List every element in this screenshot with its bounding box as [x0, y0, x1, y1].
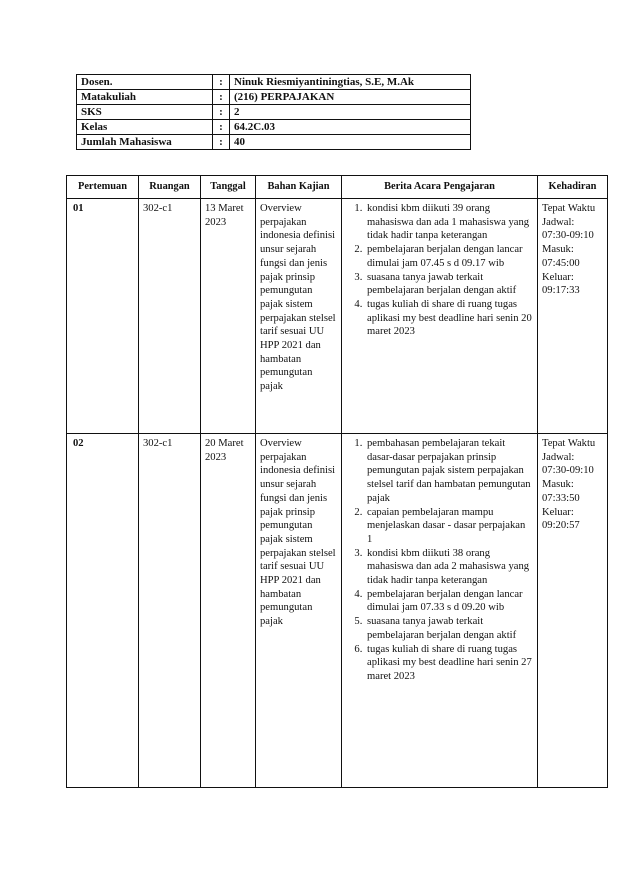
info-label: Dosen.	[77, 75, 213, 90]
list-item: 2. capaian pembelajaran mampu menjelaskan dasar - dasar perpajakan 1	[365, 506, 533, 547]
berita-list	[346, 437, 533, 684]
list-item: 2. pembelajaran berjalan dengan lancar dimulai jam 07.45 s d 09.17 wib	[365, 243, 533, 270]
table-row	[67, 199, 608, 434]
info-colon: :	[213, 120, 230, 135]
list-item: 4. pembelajaran berjalan dengan lancar dimulai jam 07.33 s d 09.20 wib	[365, 588, 533, 615]
info-colon: :	[213, 75, 230, 90]
list-item: 3. suasana tanya jawab terkait pembelajaran berjalan dengan aktif	[365, 271, 533, 298]
table-header-row	[67, 176, 608, 199]
info-colon: :	[213, 135, 230, 150]
cell-bahan-kajian: Overview perpajakan indonesia definisi unsur sejarah fungsi dan jenis pajak prinsip pemungutan pajak sistem perpajakan stelsel tarif sesuai UU HPP 2021 dan hambatan pemungutan pajak	[256, 434, 342, 788]
cell-bahan-kajian: Overview perpajakan indonesia definisi unsur sejarah fungsi dan jenis pajak prinsip pemungutan pajak sistem perpajakan stelsel tarif sesuai UU HPP 2021 dan hambatan pemungutan pajak	[256, 199, 342, 434]
header-kehadiran: Kehadiran	[538, 176, 608, 199]
info-label: SKS	[77, 105, 213, 120]
table-row	[67, 434, 608, 788]
cell-ruangan: 302-c1	[139, 434, 201, 788]
info-label: Kelas	[77, 120, 213, 135]
list-item: 1. pembahasan pembelajaran tekait dasar-dasar perpajakan prinsip pemungutan pajak sistem perpajakan stelsel tarif dan hambatan pemungutan pajak	[365, 437, 533, 506]
cell-ruangan: 302-c1	[139, 199, 201, 434]
teaching-record-table	[66, 175, 608, 788]
info-row-matakuliah	[77, 90, 471, 105]
list-item: 3. kondisi kbm diikuti 38 orang mahasiswa dan ada 2 mahasiswa yang tidak hadir tanpa keterangan	[365, 547, 533, 588]
cell-tanggal: 13 Maret 2023	[201, 199, 256, 434]
cell-berita-acara	[342, 199, 538, 434]
info-value: 2	[230, 105, 471, 120]
list-item: 5. suasana tanya jawab terkait pembelajaran berjalan dengan aktif	[365, 615, 533, 642]
header-pertemuan: Pertemuan	[67, 176, 139, 199]
cell-tanggal: 20 Maret 2023	[201, 434, 256, 788]
info-row-kelas	[77, 120, 471, 135]
info-row-sks	[77, 105, 471, 120]
cell-pertemuan: 02	[67, 434, 139, 788]
info-colon: :	[213, 105, 230, 120]
info-value: Ninuk Riesmiyantiningtias, S.E, M.Ak	[230, 75, 471, 90]
info-label: Matakuliah	[77, 90, 213, 105]
cell-kehadiran: Tepat Waktu Jadwal: 07:30-09:10 Masuk: 07:45:00 Keluar: 09:17:33	[538, 199, 608, 434]
info-value: (216) PERPAJAKAN	[230, 90, 471, 105]
info-value: 64.2C.03	[230, 120, 471, 135]
list-item: 6. tugas kuliah di share di ruang tugas aplikasi my best deadline hari senin 27 maret 2023	[365, 643, 533, 684]
cell-berita-acara	[342, 434, 538, 788]
info-row-dosen	[77, 75, 471, 90]
info-label: Jumlah Mahasiswa	[77, 135, 213, 150]
list-item: 4. tugas kuliah di share di ruang tugas aplikasi my best deadline hari senin 20 maret 2023	[365, 298, 533, 339]
info-colon: :	[213, 90, 230, 105]
list-item: 1. kondisi kbm diikuti 39 orang mahasiswa dan ada 1 mahasiswa yang tidak hadir tanpa keterangan	[365, 202, 533, 243]
header-berita-acara: Berita Acara Pengajaran	[342, 176, 538, 199]
berita-list	[346, 202, 533, 339]
cell-pertemuan: 01	[67, 199, 139, 434]
header-tanggal: Tanggal	[201, 176, 256, 199]
header-ruangan: Ruangan	[139, 176, 201, 199]
info-row-jumlah-mahasiswa	[77, 135, 471, 150]
header-bahan-kajian: Bahan Kajian	[256, 176, 342, 199]
cell-kehadiran: Tepat Waktu Jadwal: 07:30-09:10 Masuk: 07:33:50 Keluar: 09:20:57	[538, 434, 608, 788]
info-value: 40	[230, 135, 471, 150]
course-info-table	[76, 74, 471, 150]
